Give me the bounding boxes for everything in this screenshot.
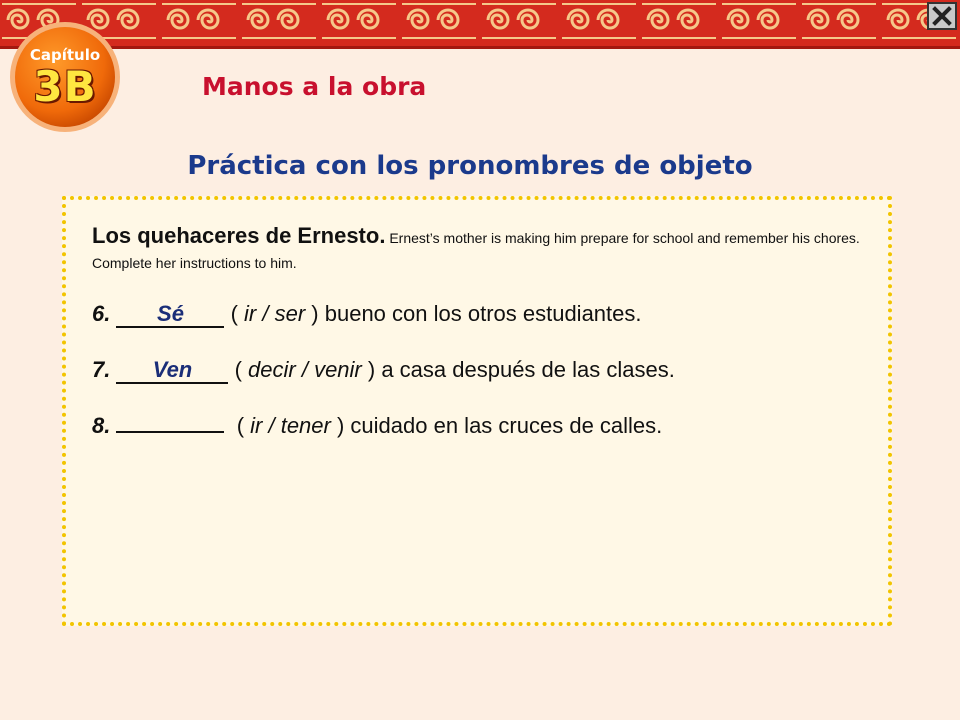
instructions-title: Los quehaceres de Ernesto. xyxy=(92,223,386,248)
item-number: 7. xyxy=(92,357,111,382)
decorative-banner xyxy=(0,0,960,49)
spiral-ornament xyxy=(162,4,236,38)
exercise-item-7: 7. Ven ( decir / venir ) a casa después de las clases. xyxy=(92,357,675,382)
answer-text: Sé xyxy=(157,301,184,326)
answer-blank[interactable] xyxy=(116,358,228,384)
section-title: Manos a la obra xyxy=(202,72,427,101)
exercise-panel xyxy=(62,196,892,626)
page-title: Práctica con los pronombres de objeto xyxy=(187,151,753,181)
item-choices: ir / ser xyxy=(244,301,306,326)
spiral-pattern xyxy=(0,0,960,46)
spiral-ornament xyxy=(722,4,796,38)
spiral-ornament xyxy=(482,4,556,38)
answer-blank[interactable] xyxy=(116,302,224,328)
close-icon xyxy=(931,6,953,26)
item-number: 8. xyxy=(92,413,111,438)
spiral-ornament xyxy=(402,4,476,38)
answer-blank[interactable] xyxy=(116,431,224,433)
spiral-ornament xyxy=(322,4,396,38)
exercise-item-8: 8. ( ir / tener ) cuidado en las cruces de calles. xyxy=(92,413,663,438)
chapter-number: 3B xyxy=(33,62,97,111)
instructions-body: Ernest’s mother is making him prepare for school and remember his chores. Complete her instructions to him. xyxy=(92,230,860,271)
item-choices: ir / tener xyxy=(250,413,331,438)
item-rest: ) a casa después de las clases. xyxy=(367,357,675,382)
chapter-badge xyxy=(8,20,122,134)
spiral-ornament xyxy=(242,4,316,38)
spiral-ornament xyxy=(802,4,876,38)
item-rest: ) bueno con los otros estudiantes. xyxy=(311,301,642,326)
chapter-label: Capítulo xyxy=(29,46,101,64)
item-choices: decir / venir xyxy=(248,357,362,382)
instructions xyxy=(92,220,884,275)
exercise-item-6: 6. Sé ( ir / ser ) bueno con los otros estudiantes. xyxy=(92,301,642,326)
answer-text: Ven xyxy=(152,357,193,382)
close-button[interactable] xyxy=(927,2,957,30)
item-rest: ) cuidado en las cruces de calles. xyxy=(336,413,663,438)
spiral-ornament xyxy=(642,4,716,38)
item-number: 6. xyxy=(92,301,111,326)
spiral-ornament xyxy=(562,4,636,38)
